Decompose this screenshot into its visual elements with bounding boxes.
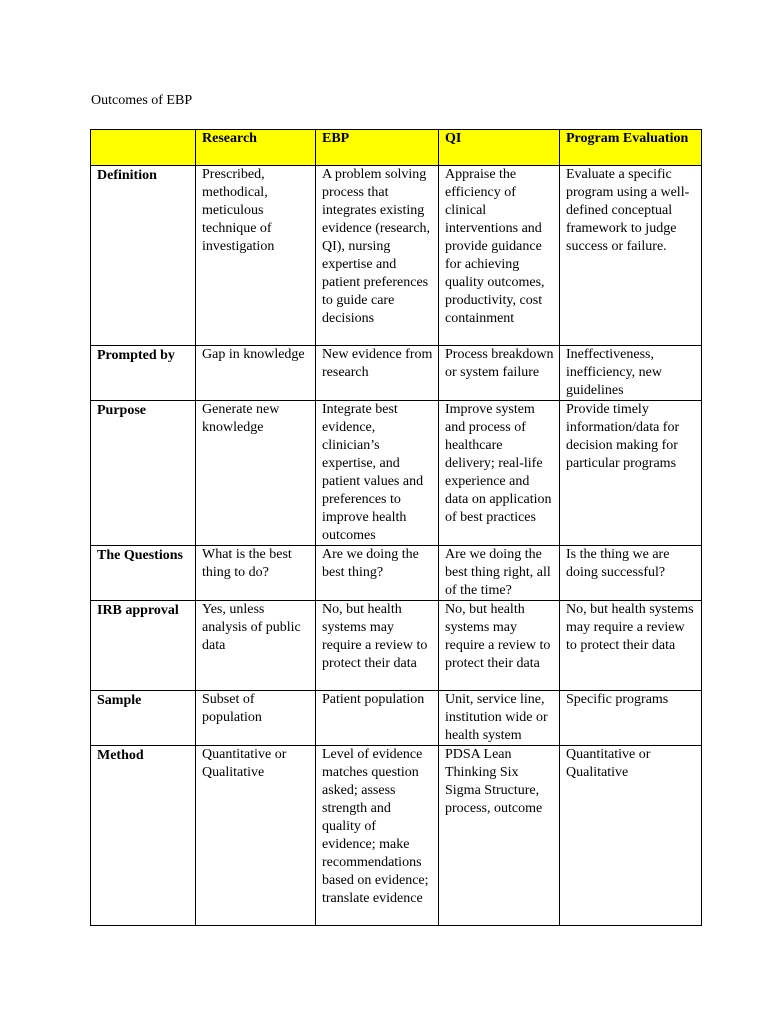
cell-qi: Unit, service line, institution wide or health system — [439, 691, 560, 746]
cell-qi: Improve system and process of healthcare delivery; real-life experience and data on application of best practices — [439, 401, 560, 546]
cell-research: Gap in knowledge — [196, 346, 316, 401]
cell-ebp: New evidence from research — [316, 346, 439, 401]
cell-program-evaluation: No, but health systems may require a review to protect their data — [560, 601, 702, 691]
cell-research: Generate new knowledge — [196, 401, 316, 546]
cell-research: Prescribed, methodical, meticulous technique of investigation — [196, 166, 316, 346]
cell-ebp: No, but health systems may require a review to protect their data — [316, 601, 439, 691]
table-row-irb-approval — [91, 601, 702, 691]
cell-ebp: Level of evidence matches question asked; assess strength and quality of evidence; make recommendations based on evidence; translate evidence — [316, 746, 439, 926]
cell-ebp: A problem solving process that integrates existing evidence (research, QI), nursing expertise and patient preferences to guide care decisions — [316, 166, 439, 346]
header-cell-ebp: EBP — [316, 130, 439, 166]
table-body — [91, 166, 702, 926]
header-cell-qi: QI — [439, 130, 560, 166]
table-row-definition — [91, 166, 702, 346]
cell-research: Quantitative or Qualitative — [196, 746, 316, 926]
cell-research: Yes, unless analysis of public data — [196, 601, 316, 691]
cell-program-evaluation: Is the thing we are doing successful? — [560, 546, 702, 601]
cell-program-evaluation: Ineffectiveness, inefficiency, new guidelines — [560, 346, 702, 401]
table-row-method — [91, 746, 702, 926]
table-row-purpose — [91, 401, 702, 546]
cell-program-evaluation: Quantitative or Qualitative — [560, 746, 702, 926]
cell-research: What is the best thing to do? — [196, 546, 316, 601]
table-row-sample — [91, 691, 702, 746]
row-label: Definition — [91, 166, 196, 346]
cell-qi: No, but health systems may require a review to protect their data — [439, 601, 560, 691]
cell-program-evaluation: Provide timely information/data for decision making for particular programs — [560, 401, 702, 546]
cell-ebp: Are we doing the best thing? — [316, 546, 439, 601]
outcomes-table — [90, 129, 702, 926]
cell-program-evaluation: Specific programs — [560, 691, 702, 746]
cell-ebp: Patient population — [316, 691, 439, 746]
header-cell-corner — [91, 130, 196, 166]
row-label: Sample — [91, 691, 196, 746]
cell-qi: PDSA Lean Thinking Six Sigma Structure, process, outcome — [439, 746, 560, 926]
header-cell-program-evaluation: Program Evaluation — [560, 130, 702, 166]
document-title: Outcomes of EBP — [91, 93, 193, 108]
table-row-the-questions — [91, 546, 702, 601]
row-label: Purpose — [91, 401, 196, 546]
row-label: IRB approval — [91, 601, 196, 691]
row-label: Prompted by — [91, 346, 196, 401]
cell-qi: Process breakdown or system failure — [439, 346, 560, 401]
table-row-prompted-by — [91, 346, 702, 401]
header-row — [91, 130, 702, 166]
table-header — [91, 130, 702, 166]
cell-qi: Are we doing the best thing right, all of the time? — [439, 546, 560, 601]
row-label: Method — [91, 746, 196, 926]
cell-research: Subset of population — [196, 691, 316, 746]
cell-qi: Appraise the efficiency of clinical interventions and provide guidance for achieving quality outcomes, productivity, cost containment — [439, 166, 560, 346]
header-cell-research: Research — [196, 130, 316, 166]
cell-ebp: Integrate best evidence, clinician’s expertise, and patient values and preferences to improve health outcomes — [316, 401, 439, 546]
cell-program-evaluation: Evaluate a specific program using a well-defined conceptual framework to judge success or failure. — [560, 166, 702, 346]
row-label: The Questions — [91, 546, 196, 601]
